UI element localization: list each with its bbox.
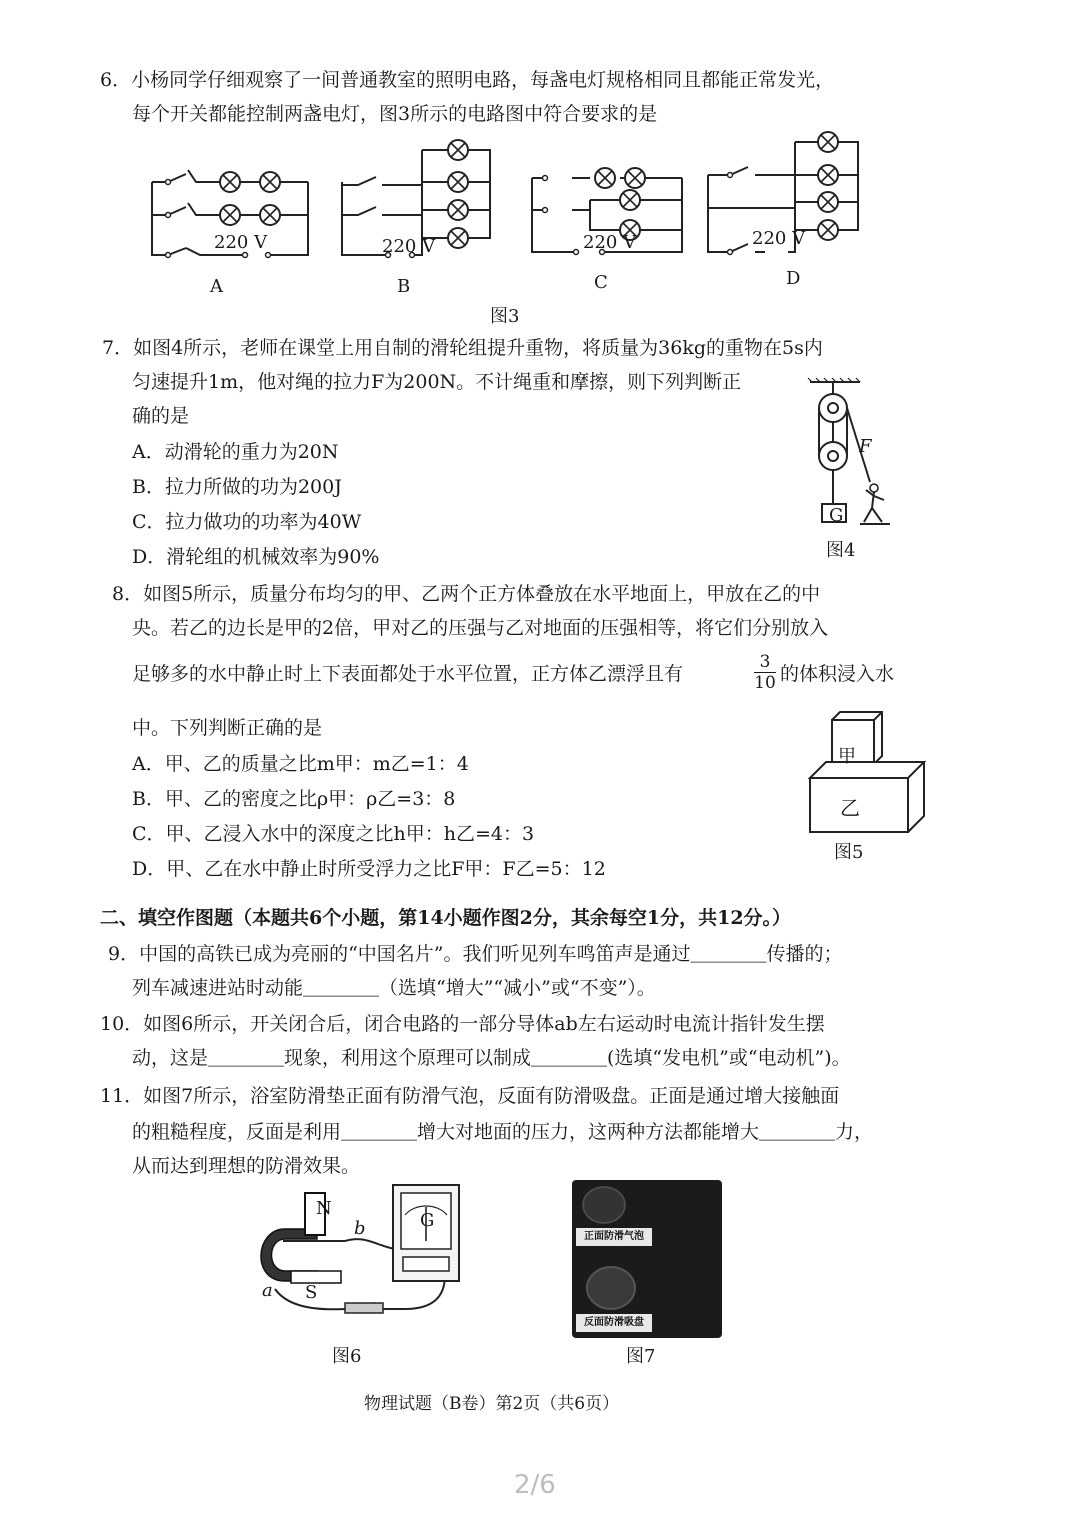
- figure-7-label-bottom: 反面防滑吸盘: [576, 1314, 652, 1332]
- section-2-heading: 二、填空作图题（本题共6个小题，第14小题作图2分，其余每空1分，共12分。）: [100, 907, 792, 929]
- figure-5-bottom-block-label: 乙: [840, 796, 860, 820]
- figure-7-caption: 图7: [626, 1346, 656, 1367]
- q8-line4: 中。下列判断正确的是: [132, 717, 323, 739]
- q8-option-d: D．甲、乙在水中静止时所受浮力之比F甲：F乙=5：12: [132, 858, 606, 880]
- figure-6-south-pole-label: S: [305, 1282, 318, 1303]
- q8-option-a: A．甲、乙的质量之比m甲：m乙=1：4: [132, 753, 469, 775]
- q7-option-c: C．拉力做功的功率为40W: [132, 511, 362, 533]
- figure-6-caption: 图6: [332, 1346, 362, 1367]
- q8-fraction-denominator: 10: [754, 673, 776, 693]
- option-d-label: D: [786, 268, 801, 289]
- option-c-label: C: [594, 272, 608, 293]
- figure-3-circuits: [140, 130, 870, 290]
- q9-line2: 列车减速进站时动能＿＿＿＿（选填“增大”“减小”或“不变”）。: [132, 977, 656, 999]
- q8-line2: 央。若乙的边长是甲的2倍，甲对乙的压强与乙对地面的压强相等，将它们分别放入: [132, 617, 829, 639]
- q8-option-b: B．甲、乙的密度之比ρ甲：ρ乙=3：8: [132, 788, 456, 810]
- figure-3-caption: 图3: [490, 306, 520, 327]
- q8-fraction: [754, 652, 776, 693]
- voltage-label-d: 220 V: [752, 228, 806, 249]
- figure-4-force-label: F: [859, 436, 872, 457]
- figure-6-north-pole-label: N: [316, 1198, 332, 1219]
- figure-6-induction-setup: [245, 1185, 475, 1325]
- q6-line1: 6．小杨同学仔细观察了一间普通教室的照明电路，每盏电灯规格相同且都能正常发光，: [100, 69, 835, 91]
- figure-4-weight-label: G: [829, 505, 844, 526]
- figure-4-pulley: [800, 378, 900, 528]
- figure-7-photo: [572, 1180, 722, 1338]
- q11-line1: 11．如图7所示，浴室防滑垫正面有防滑气泡，反面有防滑吸盘。正面是通过增大接触面: [100, 1085, 840, 1107]
- q10-line2: 动，这是＿＿＿＿现象，利用这个原理可以制成＿＿＿＿(选填“发电机”或“电动机”)。: [132, 1047, 851, 1069]
- figure-4-caption: 图4: [826, 540, 856, 561]
- q9-line1: 9．中国的高铁已成为亮丽的“中国名片”。我们听见列车鸣笛声是通过＿＿＿＿传播的；: [108, 943, 843, 965]
- option-b-label: B: [397, 276, 411, 297]
- figure-5-caption: 图5: [834, 842, 864, 863]
- voltage-label-b: 220 V: [382, 236, 436, 257]
- q10-line1: 10．如图6所示，开关闭合后，闭合电路的一部分导体ab左右运动时电流计指针发生摆: [100, 1013, 825, 1035]
- q7-line3: 确的是: [132, 405, 190, 427]
- figure-5-cubes: [806, 716, 926, 836]
- figure-7-bubble: [582, 1186, 626, 1224]
- q7-option-b: B．拉力所做的功为200J: [132, 476, 342, 498]
- q8-option-c: C．甲、乙浸入水中的深度之比h甲：h乙=4：3: [132, 823, 535, 845]
- voltage-label-c: 220 V: [583, 232, 637, 253]
- q8-line3-end: 的体积浸入水: [780, 663, 895, 685]
- page-footer: 物理试题（B卷）第2页（共6页）: [364, 1394, 620, 1414]
- q8-fraction-numerator: 3: [754, 652, 776, 673]
- figure-6-label-a: a: [262, 1280, 273, 1301]
- figure-5-top-block-label: 甲: [838, 746, 856, 767]
- q7-option-d: D．滑轮组的机械效率为90%: [132, 546, 380, 568]
- voltage-label-a: 220 V: [214, 232, 268, 253]
- q8-line1: 8．如图5所示，质量分布均匀的甲、乙两个正方体叠放在水平地面上，甲放在乙的中: [112, 583, 821, 605]
- figure-7-label-top: 正面防滑气泡: [576, 1228, 652, 1246]
- q11-line3: 从而达到理想的防滑效果。: [132, 1155, 361, 1177]
- page-indicator: 2/6: [514, 1470, 556, 1500]
- q7-line2: 匀速提升1m，他对绳的拉力F为200N。不计绳重和摩擦，则下列判断正: [132, 371, 742, 393]
- figure-6-meter-label: G: [420, 1210, 435, 1231]
- q6-line2: 每个开关都能控制两盏电灯，图3所示的电路图中符合要求的是: [132, 103, 658, 125]
- q8-line3-start: 足够多的水中静止时上下表面都处于水平位置，正方体乙漂浮且有: [132, 663, 684, 685]
- option-a-label: A: [210, 276, 223, 297]
- q11-line2: 的粗糙程度，反面是利用＿＿＿＿增大对地面的压力，这两种方法都能增大＿＿＿＿力，: [132, 1121, 874, 1143]
- figure-6-label-b: b: [354, 1218, 366, 1239]
- q7-option-a: A．动滑轮的重力为20N: [132, 441, 339, 463]
- figure-7-suction-cup: [586, 1266, 636, 1310]
- q7-line1: 7．如图4所示，老师在课堂上用自制的滑轮组提升重物，将质量为36kg的重物在5s内: [102, 337, 823, 359]
